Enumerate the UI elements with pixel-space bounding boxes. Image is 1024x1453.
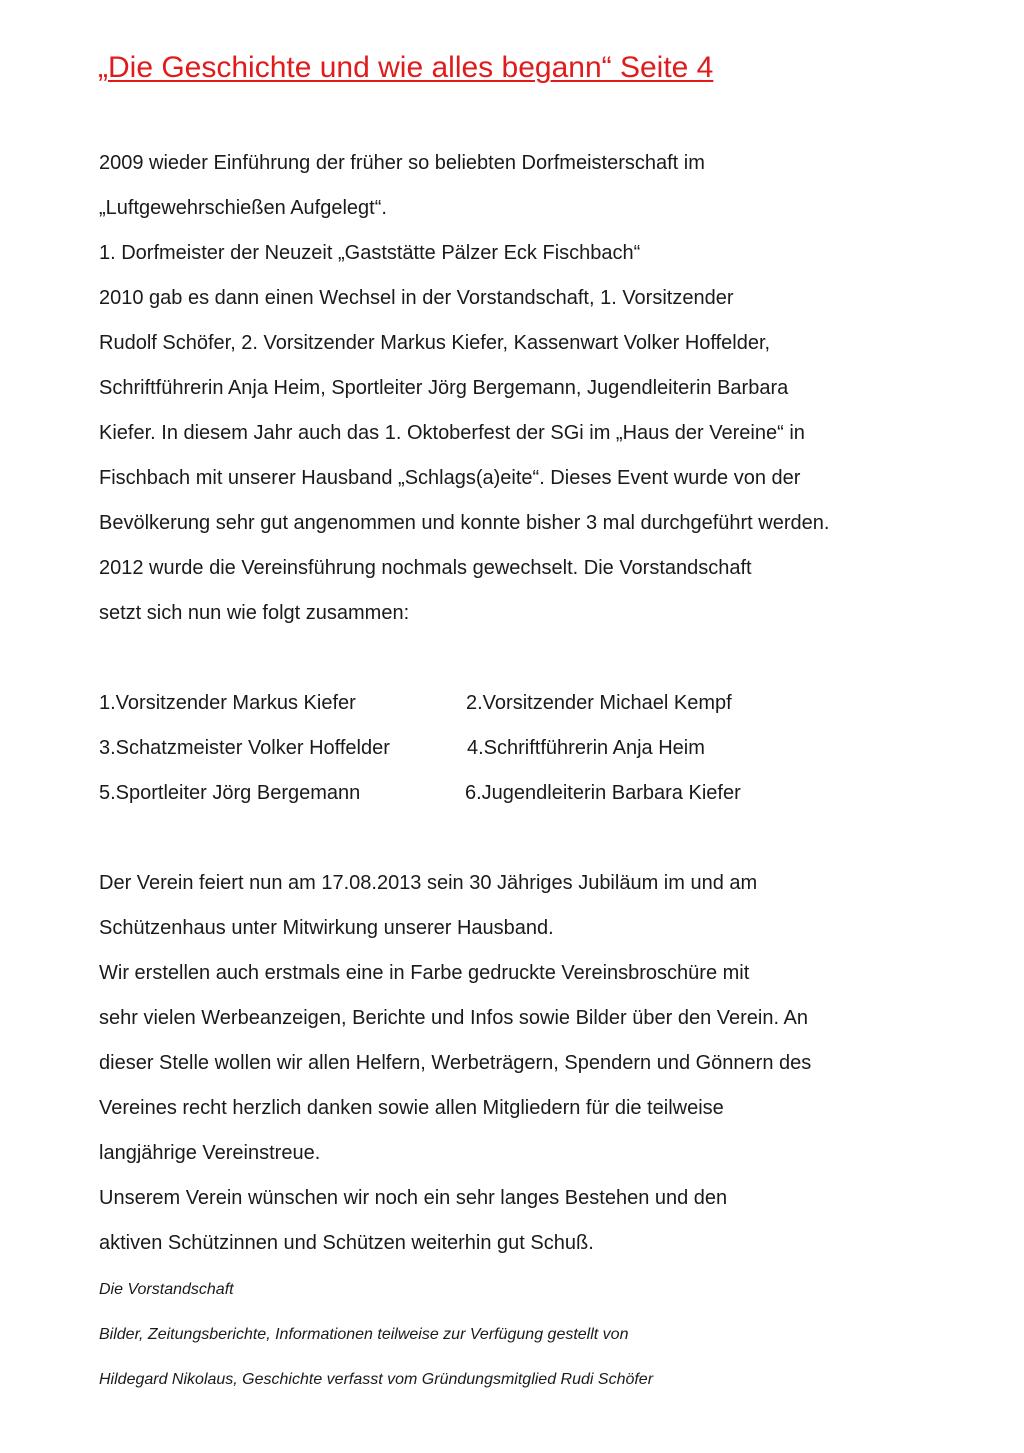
text-line: Kiefer. In diesem Jahr auch das 1. Oktoberfest der SGi im „Haus der Vereine“ in [99, 422, 805, 444]
text-line: setzt sich nun wie folgt zusammen: [99, 602, 410, 624]
text-line: Fischbach mit unserer Hausband „Schlags(a)eite“. Dieses Event wurde von der [99, 467, 801, 489]
text-line: Wir erstellen auch erstmals eine in Farbe gedruckte Vereinsbroschüre mit [99, 962, 750, 984]
board-member: 5.Sportleiter Jörg Bergemann [99, 782, 361, 804]
text-line: Schützenhaus unter Mitwirkung unserer Hausband. [99, 917, 554, 939]
text-line: Rudolf Schöfer, 2. Vorsitzender Markus Kiefer, Kassenwart Volker Hoffelder, [99, 332, 771, 354]
text-line: sehr vielen Werbeanzeigen, Berichte und Infos sowie Bilder über den Verein. An [99, 1007, 808, 1029]
board-member: 2.Vorsitzender Michael Kempf [466, 692, 732, 714]
credits-line: Hildegard Nikolaus, Geschichte verfasst vom Gründungsmitglied Rudi Schöfer [99, 1371, 654, 1388]
credits-line: Bilder, Zeitungsberichte, Informationen teilweise zur Verfügung gestellt von [99, 1326, 629, 1343]
text-line: 2010 gab es dann einen Wechsel in der Vorstandschaft, 1. Vorsitzender [99, 287, 734, 309]
text-line: Bevölkerung sehr gut angenommen und konnte bisher 3 mal durchgeführt werden. [99, 512, 830, 534]
text-line: 2012 wurde die Vereinsführung nochmals gewechselt. Die Vorstandschaft [99, 557, 752, 579]
board-member: 4.Schriftführerin Anja Heim [467, 737, 705, 759]
board-member: 3.Schatzmeister Volker Hoffelder [99, 737, 390, 759]
text-line: 1. Dorfmeister der Neuzeit „Gaststätte Pälzer Eck Fischbach“ [99, 242, 641, 264]
text-line: 2009 wieder Einführung der früher so beliebten Dorfmeisterschaft im [99, 152, 705, 174]
board-member: 1.Vorsitzender Markus Kiefer [99, 692, 356, 714]
text-line: dieser Stelle wollen wir allen Helfern, Werbeträgern, Spendern und Gönnern des [99, 1052, 812, 1074]
signature: Die Vorstandschaft [99, 1281, 234, 1298]
text-line: Vereines recht herzlich danken sowie allen Mitgliedern für die teilweise [99, 1097, 724, 1119]
text-line: Unserem Verein wünschen wir noch ein sehr langes Bestehen und den [99, 1187, 728, 1209]
text-line: Der Verein feiert nun am 17.08.2013 sein 30 Jähriges Jubiläum im und am [99, 872, 758, 894]
text-line: langjährige Vereinstreue. [99, 1142, 321, 1164]
text-line: „Luftgewehrschießen Aufgelegt“. [99, 197, 387, 219]
page-title: „Die Geschichte und wie alles begann“ Seite 4 [98, 51, 714, 84]
text-line: aktiven Schützinnen und Schützen weiterhin gut Schuß. [99, 1232, 594, 1254]
board-member: 6.Jugendleiterin Barbara Kiefer [465, 782, 741, 804]
text-line: Schriftführerin Anja Heim, Sportleiter Jörg Bergemann, Jugendleiterin Barbara [99, 377, 789, 399]
